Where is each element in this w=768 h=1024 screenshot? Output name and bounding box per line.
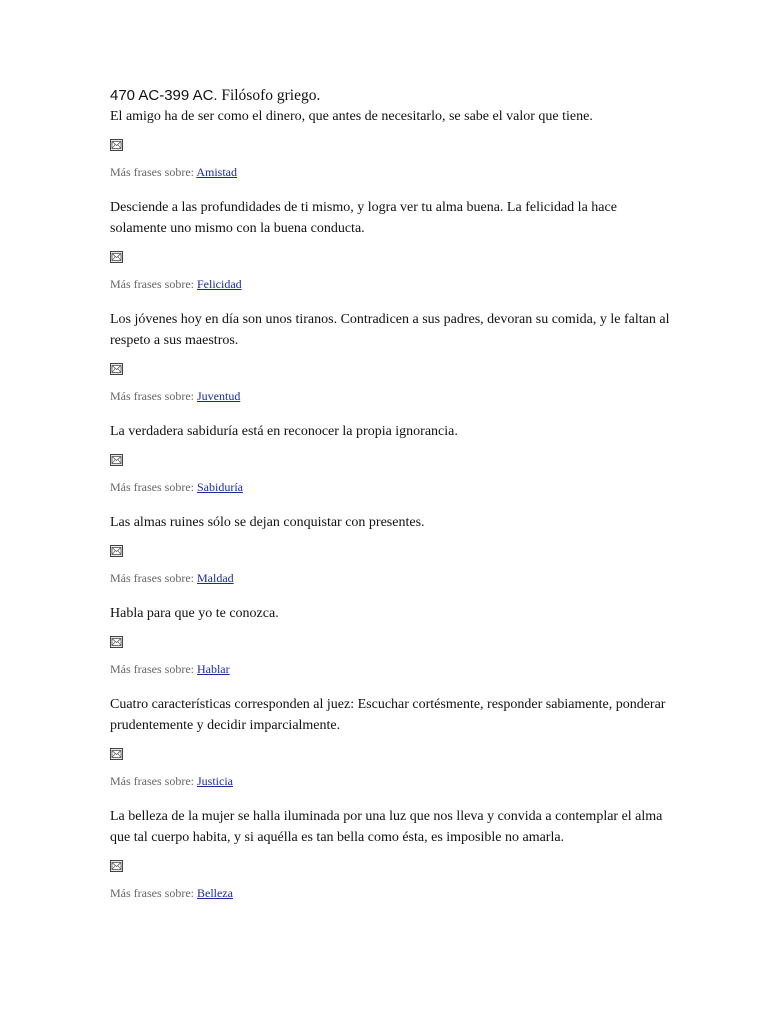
topic-link-hablar[interactable]: Hablar <box>196 662 230 676</box>
quote-block <box>110 512 670 586</box>
quote-text: El amigo ha de ser como el dinero, que antes de necesitarlo, se sabe el valor que tiene. <box>110 109 593 124</box>
mail-envelope-icon[interactable] <box>110 251 123 263</box>
more-label: Más frases sobre: <box>110 480 194 494</box>
mail-envelope-icon[interactable] <box>110 636 123 648</box>
more-label: Más frases sobre: <box>110 571 194 585</box>
topic-link-sabiduría[interactable]: Sabiduría <box>196 480 243 494</box>
more-quotes-line <box>110 164 670 180</box>
more-label: Más frases sobre: <box>110 662 194 676</box>
topic-link-juventud[interactable]: Juventud <box>196 389 241 403</box>
quote-text: La belleza de la mujer se halla iluminada por una luz que nos lleva y convida a contemplar el alma que tal cuerpo habita, y si aquélla es tan bella como ésta, es imposible no amarla. <box>110 809 663 845</box>
more-label: Más frases sobre: <box>110 165 194 179</box>
topic-link-belleza[interactable]: Belleza <box>196 886 233 900</box>
quote-text: Cuatro características corresponden al juez: Escuchar cortésmente, responder sabiamente, ponderar prudentemente y decidir imparcialmente. <box>110 697 666 733</box>
quote-block <box>110 603 670 677</box>
more-quotes-line <box>110 661 670 677</box>
more-label: Más frases sobre: <box>110 886 194 900</box>
mail-envelope-icon[interactable] <box>110 748 123 760</box>
mail-envelope-icon[interactable] <box>110 545 123 557</box>
quotes-page <box>110 86 670 901</box>
topic-link-felicidad[interactable]: Felicidad <box>196 277 242 291</box>
quote-block <box>110 694 670 789</box>
quote-block <box>110 309 670 404</box>
more-label: Más frases sobre: <box>110 389 194 403</box>
quote-text: Desciende a las profundidades de ti mismo, y logra ver tu alma buena. La felicidad la hace solamente uno mismo con la buena conducta. <box>110 200 617 236</box>
author-description: Filósofo griego. <box>221 87 321 104</box>
topic-link-maldad[interactable]: Maldad <box>196 571 234 585</box>
quote-block <box>110 197 670 292</box>
quote-block <box>110 806 670 901</box>
mail-envelope-icon[interactable] <box>110 363 123 375</box>
quote-text: La verdadera sabiduría está en reconocer la propia ignorancia. <box>110 424 458 439</box>
quote-text: Las almas ruines sólo se dejan conquistar con presentes. <box>110 515 425 530</box>
quote-text: Habla para que yo te conozca. <box>110 606 279 621</box>
mail-envelope-icon[interactable] <box>110 860 123 872</box>
author-header <box>110 86 670 106</box>
quote-block <box>110 106 670 180</box>
topic-link-justicia[interactable]: Justicia <box>196 774 233 788</box>
topic-link-amistad[interactable]: Amistad <box>196 165 237 179</box>
quote-block <box>110 421 670 495</box>
mail-envelope-icon[interactable] <box>110 454 123 466</box>
more-quotes-line <box>110 276 670 292</box>
more-quotes-line <box>110 570 670 586</box>
more-quotes-line <box>110 773 670 789</box>
more-quotes-line <box>110 388 670 404</box>
mail-envelope-icon[interactable] <box>110 139 123 151</box>
more-quotes-line <box>110 885 670 901</box>
author-years: 470 AC-399 AC. <box>110 87 218 104</box>
quote-list <box>110 106 670 901</box>
quote-text: Los jóvenes hoy en día son unos tiranos. Contradicen a sus padres, devoran su comida, y le faltan al respeto a sus maestros. <box>110 312 670 348</box>
more-label: Más frases sobre: <box>110 277 194 291</box>
more-label: Más frases sobre: <box>110 774 194 788</box>
more-quotes-line <box>110 479 670 495</box>
